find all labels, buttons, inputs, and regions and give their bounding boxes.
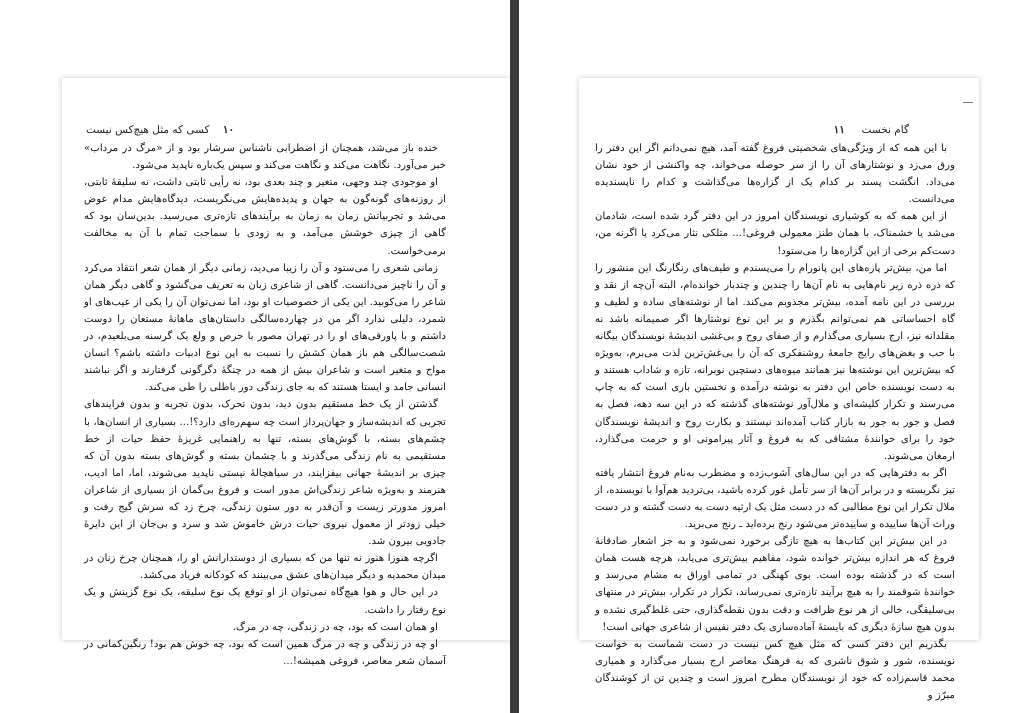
right-page[interactable]	[579, 78, 979, 701]
paragraph: در این بیش‌تر این کتاب‌ها به هیچ تازگی برخورد نمی‌شود و به جز اشعار صادقانهٔ فروغ که هر اندازه بیش‌تر خوانده شود، مفاهیم بیش‌تری می‌یابد، هرچه هست همان است که در گذشته بوده است. بوی کهنگی در تمامی اوراق به مشام می‌رسد و خوانندهٔ شوقمند را به هیچ برآیند تازه‌تری نمی‌رساند، تکرار در تکرار، بیش‌تر در منتهای بی‌سلیقگی، خالی از هر نوع ظرافت و دقت بدون نقطه‌گذاری، حتی غلط‌گیری نشده و بدون هیچ سازهٔ دیگری که بایستهٔ آماده‌سازی یک دفتر نفیس از شاعری جهانی است!	[595, 536, 955, 633]
right-pane	[519, 0, 1024, 713]
paragraph: او همان است که بود، چه در زندگی، چه در مرگ.	[232, 621, 438, 633]
right-running-title: گام نخست	[861, 124, 909, 136]
paragraph: اگر به دفترهایی که در این سال‌های آشوب‌زده و مضطرب به‌نام فروغ انتشار یافته تیز نگریسته و در برابر آن‌ها از سر تأمل غور کرده باشید، بی‌تردید هم‌آوا با نویسنده، از ملال تکرار این نوع مطالبی که در دست مثل یک ارثیه دست به دست گشته و در دست وراث آن‌ها ساییده و ساییده‌تر می‌شود رنج برده‌اید ـ رنج می‌برید.	[595, 467, 955, 531]
left-pane	[0, 0, 510, 713]
paragraph: بگذریم این دفتر کسی که مثل هیچ کس نیست در دست شماست به خواست نویسنده، شور و شوق ناشری که به فرهنگ معاصر ارج بسیار می‌گذارد و همیاری محمد قاسم‌زاده که خود از نویسندگان مطرح امروز است و چندین تن از کوشندگان مبرّز و	[595, 638, 955, 701]
left-running-title: کسی که مثل هیچ‌کس نیست	[86, 124, 210, 136]
left-page-number: ۱۰	[222, 124, 235, 136]
right-page-number: ۱۱	[833, 124, 845, 136]
page-divider	[510, 0, 519, 713]
paragraph: زمانی شعری را می‌ستود و آن را زیبا می‌دید، زمانی دیگر از همان شعر انتقاد می‌کرد و آن را ناچیز می‌دانست. گاهی از شاعری زبان به تعریف می‌گشود و گاهی دیگر همان شاعر را می‌کوبید. این یکی از خصوصیات او بود، اما نمی‌توان آن را یکی از عیب‌های او شمرد، دلیلی ندارد اگر من در چهارده‌سالگی داستان‌های ماهانهٔ مستعان را دوست داشتم و با پاورقی‌های او را در تهران مصور با حرص و ولع یک گرسنه می‌بلعیدم، در شصت‌سالگی هم باز همان کشش را نسبت به این نوع ادبیات داشته باشم؟ انسان مواج و متغیر است و شاعران بیش از همه در چنگهٔ دگرگونی گرفتارند و اگر نباشند انسانی جامد و ایستا هستند که به جای زندگی دور باطلی را طی می‌کند.	[84, 262, 446, 394]
paragraph: اگرچه هنوزا هنوز نه تنها من که بسیاری از دوستدارانش او را، همچنان چرخ زنان در میدان محمدیه و دیگر میدان‌های عشق می‌بینند که کودکانه فریاد می‌کشد.	[84, 553, 446, 582]
right-page-body	[595, 140, 955, 704]
paragraph: خنده باز می‌شد، همچنان از اضطرابی ناشناس سرشار بود و از «مرگ در مرداب» خبر می‌آورد. نگاهت می‌کند و نگاهت می‌کند و سپس یک‌باره ناپدید می‌شود.	[84, 143, 446, 172]
paragraph: او چه در زندگی و چه در مرگ همین است که بود، چه خوش هم بود! رنگین‌کمانی در آسمان شعر معاصر، فروغی همیشه!...	[84, 638, 446, 667]
paragraph: از این همه که به کوشیاری نویسندگان امروز در این دفتر گرد شده است، شادمان می‌شد یا خشمناک، با همان طنز معمولی فروغی!... متلکی نثار می‌کرد یا اگرنه من، دست‌کم برخی از این گزاره‌ها را می‌ستود!	[595, 211, 955, 257]
paragraph: در این حال و هوا هیچ‌گاه نمی‌توان از او توقع یک نوع سلیقه، یک نوع گزینش و یک نوع رفتار را داشت.	[84, 587, 446, 616]
right-page-header	[834, 124, 909, 136]
paragraph: با این همه که از ویژگی‌های شخصیتی فروغ گفته آمد، هیچ نمی‌دانم اگر این دفتر را ورق می‌زد و نوشتارهای آن را از سر حوصله می‌خواند، چه واکنشی از خود نشان می‌داد. انگشت پسند بر کدام یک از گزاره‌ها می‌گذاشت و کدام را ناپسندیده می‌دانست.	[595, 143, 955, 206]
paragraph: اما من، بیش‌تر پاره‌های این پانورام را می‌پسندم و طیف‌های رنگارنگ این منشور را که ذره ذره زیر نام‌هایی به نام آن‌ها را چندین و چندبار خوانده‌ام، البته آن‌چه از نقد و بررسی در این نامه آمده، بیش‌تر مجذوبم می‌کند. اما از نوشته‌های ساده و لطیف و گاه احساساتی هم نمی‌توانم بگذرم و بر این نوع نوشتارها اگر صمیمانه باشد نه مقلدانه نیز، ارج بسیاری می‌گذارم و از صفای روح و بی‌غشی اندیشهٔ نویسندگان بیگانه با حب و بغض‌های رایج جامعهٔ روشنفکری که آن را بی‌غش‌ترین لذت می‌برم، به‌ویژه که بیش‌ترین این نوشته‌ها نیز همانند میوه‌های دستچین نوبرانه، تازه و شاداب هستند و به دست نویسنده خاص این دفتر به نوشته درآمده و نخستین باری است که به چاپ می‌رسند و تکرار کلیشه‌ای و ملال‌آور نوشته‌های گذشته که در این سه دهه، فصل به فصل و جور به جور به بازار کتاب آمده‌اند نیستند و بکارت روح و اندیشهٔ نویسندگان خود را برای خوانندهٔ مشتاقی که به فروغ و آثار پیرامونی او و حرمت می‌گذارد، ارمغان می‌شوند.	[595, 262, 955, 462]
left-page-header	[86, 124, 234, 136]
corner-mark	[963, 102, 973, 103]
paragraph: گذشتن از یک خط مستقیم بدون دید، بدون تحرک، بدون تجربه و بدون فرایندهای تجربی که اندیشه‌ساز و جهان‌پرداز است چه سهم‌ره‌ای دارد؟!... بسیاری از انسان‌ها، با چشم‌های بسته، با گوش‌های بسته، تنها به راهنمایی غریزهٔ حفظ حیات از خط مستقیمی به نام زندگی می‌گذرند و با چشمان بسته و گوش‌های بسته بدون آن که چیزی بر اندیشهٔ جهانی بیفزایند، در سیاهچالهٔ نیستی ناپدید می‌شوند، اما، اما ادیب، هنرمند و به‌ویژه شاعر زندگی‌اش مدور است و فروغ بی‌گمان از بسیاری از شاعران امروز مدورتر زیست و آن‌قدر به دور ستون زندگی، چرخ زد که سرش گیج رفت و خیلی زودتر از معمول نیروی حیات درش خاموش شد و سرد و بی‌جان از این دایرهٔ جادویی بیرون شد.	[84, 399, 446, 548]
left-page[interactable]	[62, 78, 510, 667]
left-page-body	[84, 140, 446, 670]
paragraph: او موجودی چند وجهی، متغیر و چند بعدی بود، نه رأیی ثابتی داشت، نه سلیقهٔ ثابتی، از روزنه‌های گونه‌گون به جهان و پدیده‌هایش می‌نگریست، دیدگاه‌هایش مدام عوض می‌شد و تجربیاتش زمان به زمان به برآیندهای تازه‌تری می‌رسید. بدین‌سان بود که گاهی از چیزی خوشش می‌آمد، و به زودی با سماجت تمام با آن به مخالفت برمی‌خواست.	[84, 177, 446, 257]
